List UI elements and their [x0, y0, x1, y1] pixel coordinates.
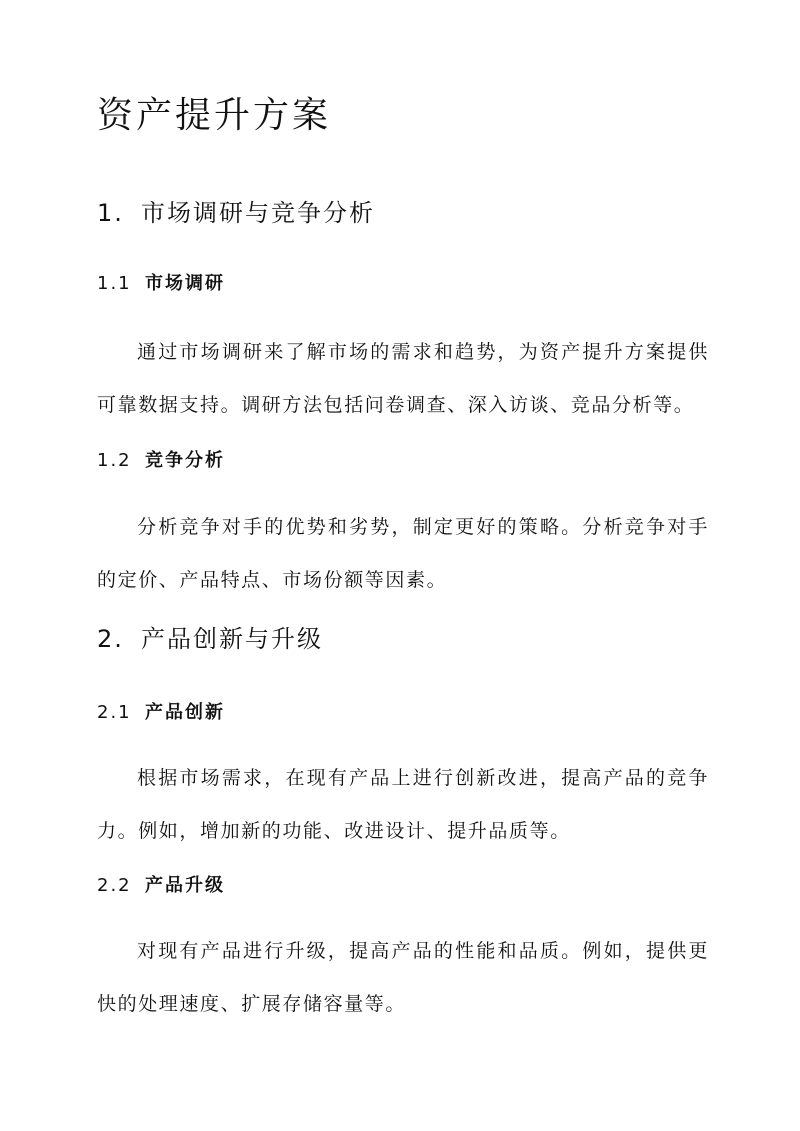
section-number: 2. [97, 625, 124, 653]
subsection-number: 1.1 [97, 273, 132, 294]
section-heading-2 [97, 622, 323, 656]
subsection-heading-1-2 [97, 448, 225, 474]
subsection-heading-1-1 [97, 271, 225, 297]
subsection-title: 产品升级 [145, 875, 225, 896]
section-number: 1. [97, 199, 124, 227]
paragraph-1-2: 分析竞争对手的优势和劣势，制定更好的策略。分析竞争对手的定价、产品特点、市场份额等因素。 [97, 516, 709, 591]
section-heading-1 [97, 196, 375, 230]
subsection-title: 产品创新 [145, 702, 225, 723]
paragraph-1-1: 通过市场调研来了解市场的需求和趋势，为资产提升方案提供可靠数据支持。调研方法包括问卷调查、深入访谈、竞品分析等。 [97, 341, 709, 416]
subsection-heading-2-1 [97, 700, 225, 726]
subsection-title: 竞争分析 [145, 450, 225, 471]
paragraph-2-1: 根据市场需求，在现有产品上进行创新改进，提高产品的竞争力。例如，增加新的功能、改进设计、提升品质等。 [97, 767, 709, 842]
document-title: 资产提升方案 [97, 95, 332, 136]
paragraph-2-2: 对现有产品进行升级，提高产品的性能和品质。例如，提供更快的处理速度、扩展存储容量等。 [97, 940, 709, 1015]
section-title: 产品创新与升级 [141, 625, 323, 653]
section-title: 市场调研与竞争分析 [141, 199, 375, 227]
subsection-number: 2.1 [97, 702, 132, 723]
subsection-number: 2.2 [97, 875, 132, 896]
subsection-heading-2-2 [97, 873, 225, 899]
subsection-number: 1.2 [97, 450, 132, 471]
subsection-title: 市场调研 [145, 273, 225, 294]
